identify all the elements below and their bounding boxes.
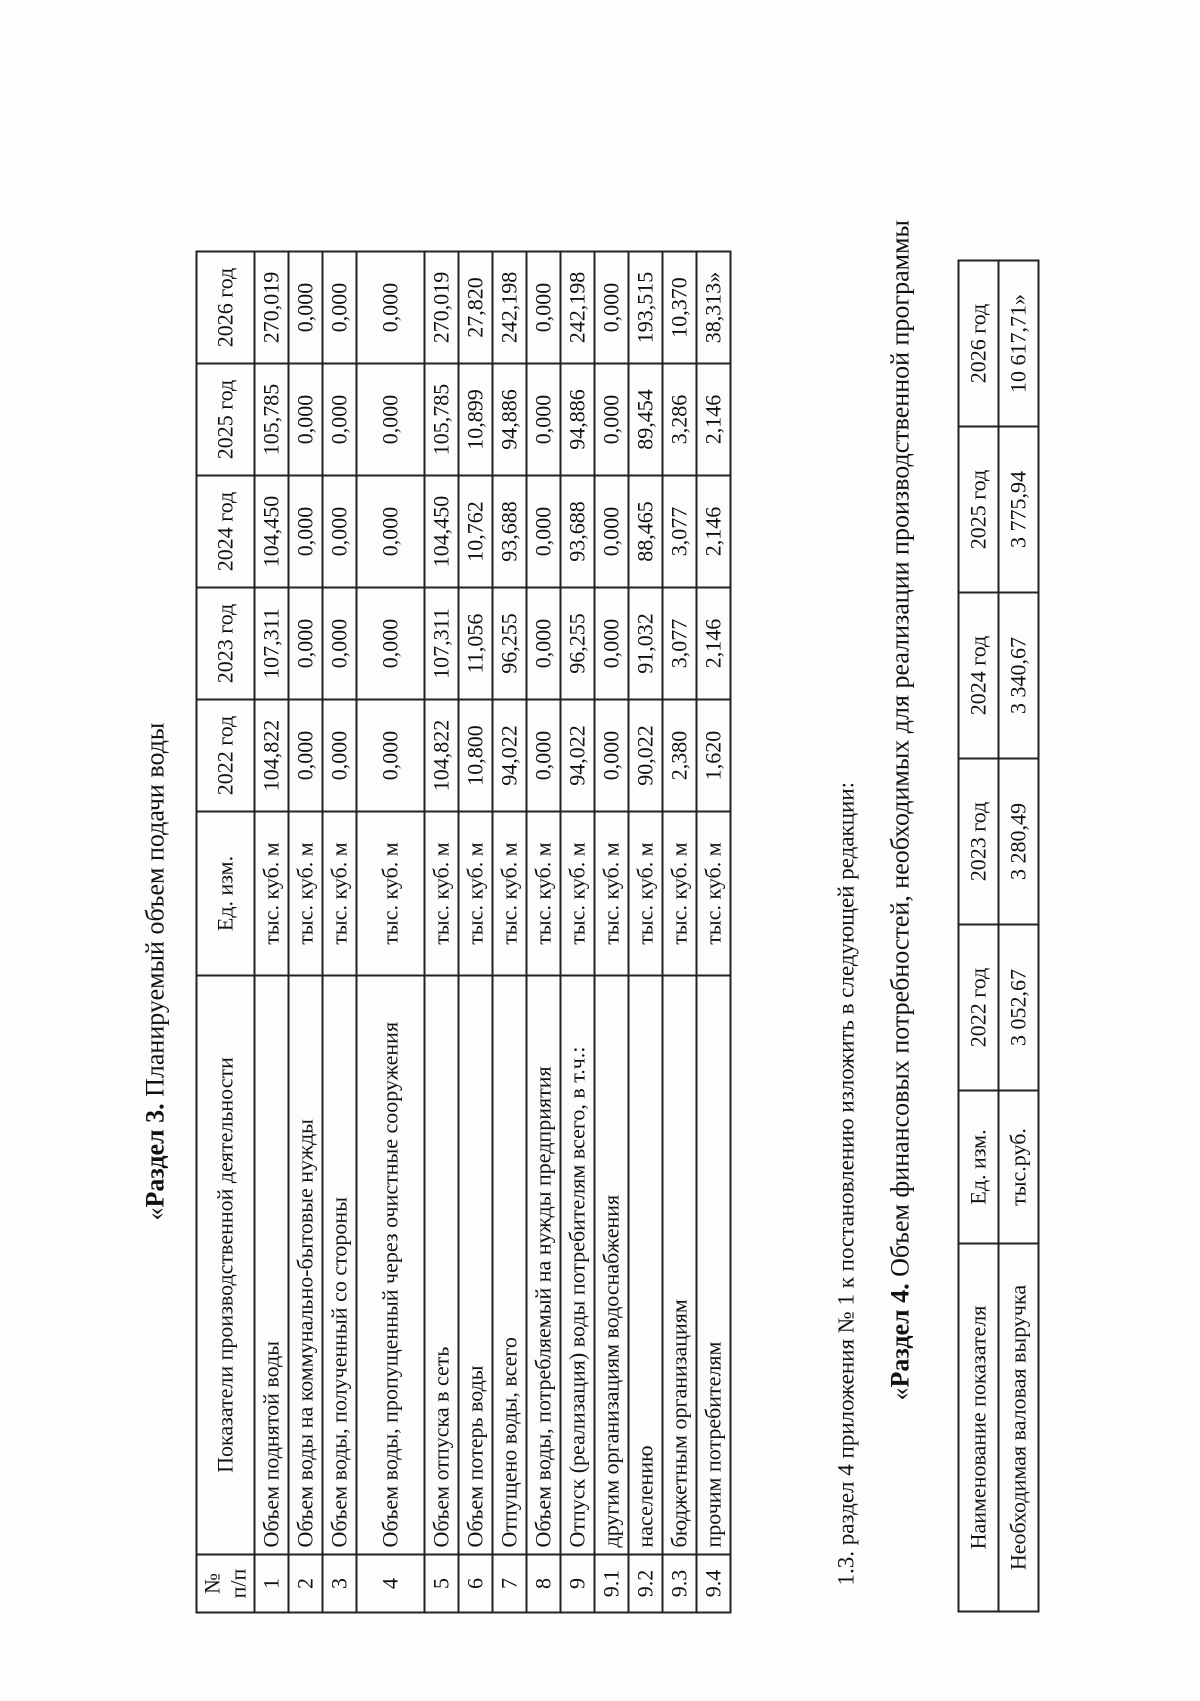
cell-2023: 0,000 — [289, 588, 323, 700]
cell-row-number: 7 — [493, 1555, 527, 1613]
cell-2024: 2,146 — [697, 476, 731, 588]
cell-2023: 11,056 — [459, 588, 493, 700]
cell-2025: 10,899 — [459, 364, 493, 476]
table-row — [323, 252, 357, 1613]
cell-2023: 0,000 — [595, 588, 629, 700]
section3-title — [141, 723, 171, 1221]
table-row — [561, 252, 595, 1613]
col-header-2024: 2024 год — [197, 476, 255, 588]
table-row — [289, 252, 323, 1613]
financial-needs-table — [958, 260, 1040, 1613]
cell-unit: тыс. куб. м — [697, 812, 731, 976]
cell-2026: 0,000 — [527, 252, 561, 364]
cell-2024: 0,000 — [357, 476, 425, 588]
col-header-2023: 2023 год — [959, 759, 999, 925]
cell-unit: тыс. куб. м — [663, 812, 697, 976]
cell-row-number: 1 — [255, 1555, 289, 1613]
cell-unit: тыс. куб. м — [459, 812, 493, 976]
cell-indicator: населению — [629, 976, 663, 1555]
cell-row-number: 8 — [527, 1555, 561, 1613]
cell-2024: 93,688 — [493, 476, 527, 588]
cell-2023: 2,146 — [697, 588, 731, 700]
cell-2026: 242,198 — [561, 252, 595, 364]
table-header-row — [197, 252, 255, 1613]
cell-2023: 3,077 — [663, 588, 697, 700]
cell-2022: 94,022 — [493, 700, 527, 812]
cell-indicator: Объем отпуска в сеть — [425, 976, 459, 1555]
cell-indicator: другим организациям водоснабжения — [595, 976, 629, 1555]
table-row — [255, 252, 289, 1613]
cell-2025: 2,146 — [697, 364, 731, 476]
cell-indicator: Отпуск (реализация) воды потребителям всего, в т.ч.: — [561, 976, 595, 1555]
cell-indicator: Объем воды, полученный со стороны — [323, 976, 357, 1555]
col-header-num: № п/п — [197, 1555, 255, 1613]
table-row — [999, 261, 1039, 1612]
cell-2025: 0,000 — [527, 364, 561, 476]
cell-2026: 38,313» — [697, 252, 731, 364]
planned-water-volume-table — [196, 251, 732, 1614]
cell-unit: тыс. куб. м — [527, 812, 561, 976]
cell-2026: 27,820 — [459, 252, 493, 364]
table-body — [255, 252, 731, 1613]
cell-2024: 93,688 — [561, 476, 595, 588]
table-row — [697, 252, 731, 1613]
section4-label: Раздел 4. — [885, 1283, 915, 1388]
cell-2026: 0,000 — [289, 252, 323, 364]
col-header-2026: 2026 год — [959, 261, 999, 427]
cell-unit: тыс. куб. м — [493, 812, 527, 976]
cell-2022: 104,822 — [255, 700, 289, 812]
cell-2024: 0,000 — [289, 476, 323, 588]
section4-heading-text: Объем финансовых потребностей, необходимых для реализации производственной программы — [885, 219, 915, 1284]
table-row — [357, 252, 425, 1613]
cell-row-number: 4 — [357, 1555, 425, 1613]
cell-indicator: прочим потребителям — [697, 976, 731, 1555]
cell-indicator: Объем потерь воды — [459, 976, 493, 1555]
cell-2026: 270,019 — [255, 252, 289, 364]
cell-2023: 96,255 — [493, 588, 527, 700]
cell-2026: 0,000 — [357, 252, 425, 364]
cell-2023: 0,000 — [323, 588, 357, 700]
col-header-2025: 2025 год — [197, 364, 255, 476]
cell-2024: 10,762 — [459, 476, 493, 588]
cell-row-number: 3 — [323, 1555, 357, 1613]
cell-2022: 104,822 — [425, 700, 459, 812]
cell-unit: тыс.руб. — [999, 1091, 1039, 1244]
table-row — [629, 252, 663, 1613]
cell-2025: 0,000 — [323, 364, 357, 476]
cell-indicator: Объем воды, потребляемый на нужды предприятия — [527, 976, 561, 1555]
cell-2022: 0,000 — [357, 700, 425, 812]
cell-indicator: Объем поднятой воды — [255, 976, 289, 1555]
col-header-2025: 2025 год — [959, 427, 999, 593]
cell-indicator: Объем воды, пропущенный через очистные сооружения — [357, 976, 425, 1555]
cell-2023: 0,000 — [527, 588, 561, 700]
cell-2024: 88,465 — [629, 476, 663, 588]
cell-2022: 3 052,67 — [999, 925, 1039, 1091]
cell-unit: тыс. куб. м — [357, 812, 425, 976]
cell-2023: 96,255 — [561, 588, 595, 700]
cell-2022: 1,620 — [697, 700, 731, 812]
cell-2022: 94,022 — [561, 700, 595, 812]
amendment-note: 1.3. раздел 4 приложения № 1 к постановлению изложить в следующей редакции: — [833, 781, 859, 1586]
table-row — [493, 252, 527, 1613]
section3-label: Раздел 3. — [140, 1103, 170, 1208]
section3-heading-text: Планируемый объем подачи воды — [140, 722, 170, 1104]
cell-unit: тыс. куб. м — [425, 812, 459, 976]
cell-2022: 90,022 — [629, 700, 663, 812]
table-row — [595, 252, 629, 1613]
col-header-unit: Ед. изм. — [959, 1091, 999, 1244]
cell-2025: 105,785 — [425, 364, 459, 476]
cell-2025: 3,286 — [663, 364, 697, 476]
cell-2024: 104,450 — [425, 476, 459, 588]
col-header-indicator: Показатели производственной деятельности — [197, 976, 255, 1555]
rotated-content — [1, 0, 1200, 1701]
cell-2023: 107,311 — [255, 588, 289, 700]
cell-2026: 242,198 — [493, 252, 527, 364]
col-header-2024: 2024 год — [959, 593, 999, 759]
cell-2025: 89,454 — [629, 364, 663, 476]
cell-2023: 0,000 — [357, 588, 425, 700]
col-header-2026: 2026 год — [197, 252, 255, 364]
quote-mark: « — [885, 1387, 915, 1401]
cell-unit: тыс. куб. м — [561, 812, 595, 976]
col-header-2022: 2022 год — [197, 700, 255, 812]
cell-unit: тыс. куб. м — [255, 812, 289, 976]
cell-2022: 0,000 — [527, 700, 561, 812]
cell-row-number: 5 — [425, 1555, 459, 1613]
cell-2025: 0,000 — [595, 364, 629, 476]
cell-2024: 0,000 — [323, 476, 357, 588]
cell-2023: 3 280,49 — [999, 759, 1039, 925]
cell-2024: 3,077 — [663, 476, 697, 588]
cell-2022: 0,000 — [595, 700, 629, 812]
cell-row-number: 9.1 — [595, 1555, 629, 1613]
col-header-2023: 2023 год — [197, 588, 255, 700]
table-row — [527, 252, 561, 1613]
cell-2026: 193,515 — [629, 252, 663, 364]
cell-2025: 0,000 — [289, 364, 323, 476]
cell-row-number: 6 — [459, 1555, 493, 1613]
cell-row-number: 9 — [561, 1555, 595, 1613]
cell-2023: 91,032 — [629, 588, 663, 700]
col-header-indicator-name: Наименование показателя — [959, 1244, 999, 1612]
cell-2025: 94,886 — [493, 364, 527, 476]
cell-unit: тыс. куб. м — [595, 812, 629, 976]
cell-row-number: 9.3 — [663, 1555, 697, 1613]
cell-2024: 104,450 — [255, 476, 289, 588]
cell-row-number: 9.4 — [697, 1555, 731, 1613]
cell-2023: 107,311 — [425, 588, 459, 700]
cell-2022: 0,000 — [323, 700, 357, 812]
cell-row-number: 9.2 — [629, 1555, 663, 1613]
cell-2026: 270,019 — [425, 252, 459, 364]
section4-title — [886, 220, 916, 1401]
cell-row-number: 2 — [289, 1555, 323, 1613]
cell-2024: 3 340,67 — [999, 593, 1039, 759]
cell-2022: 10,800 — [459, 700, 493, 812]
table-header-row — [959, 261, 999, 1612]
table-row — [459, 252, 493, 1613]
cell-indicator-name: Необходимая валовая выручка — [999, 1244, 1039, 1612]
table-row — [425, 252, 459, 1613]
cell-indicator: Объем воды на коммунально-бытовые нужды — [289, 976, 323, 1555]
col-header-2022: 2022 год — [959, 925, 999, 1091]
cell-unit: тыс. куб. м — [323, 812, 357, 976]
cell-2024: 0,000 — [527, 476, 561, 588]
cell-2026: 0,000 — [323, 252, 357, 364]
cell-2025: 94,886 — [561, 364, 595, 476]
cell-2026: 10,370 — [663, 252, 697, 364]
cell-indicator: бюджетным организациям — [663, 976, 697, 1555]
cell-2025: 0,000 — [357, 364, 425, 476]
cell-2022: 2,380 — [663, 700, 697, 812]
cell-2026: 0,000 — [595, 252, 629, 364]
col-header-unit: Ед. изм. — [197, 812, 255, 976]
cell-2024: 0,000 — [595, 476, 629, 588]
table-row — [663, 252, 697, 1613]
cell-indicator: Отпущено воды, всего — [493, 976, 527, 1555]
quote-mark: « — [140, 1207, 170, 1221]
cell-2026: 10 617,71» — [999, 261, 1039, 427]
cell-unit: тыс. куб. м — [629, 812, 663, 976]
cell-2025: 105,785 — [255, 364, 289, 476]
cell-2025: 3 775,94 — [999, 427, 1039, 593]
cell-2022: 0,000 — [289, 700, 323, 812]
cell-unit: тыс. куб. м — [289, 812, 323, 976]
